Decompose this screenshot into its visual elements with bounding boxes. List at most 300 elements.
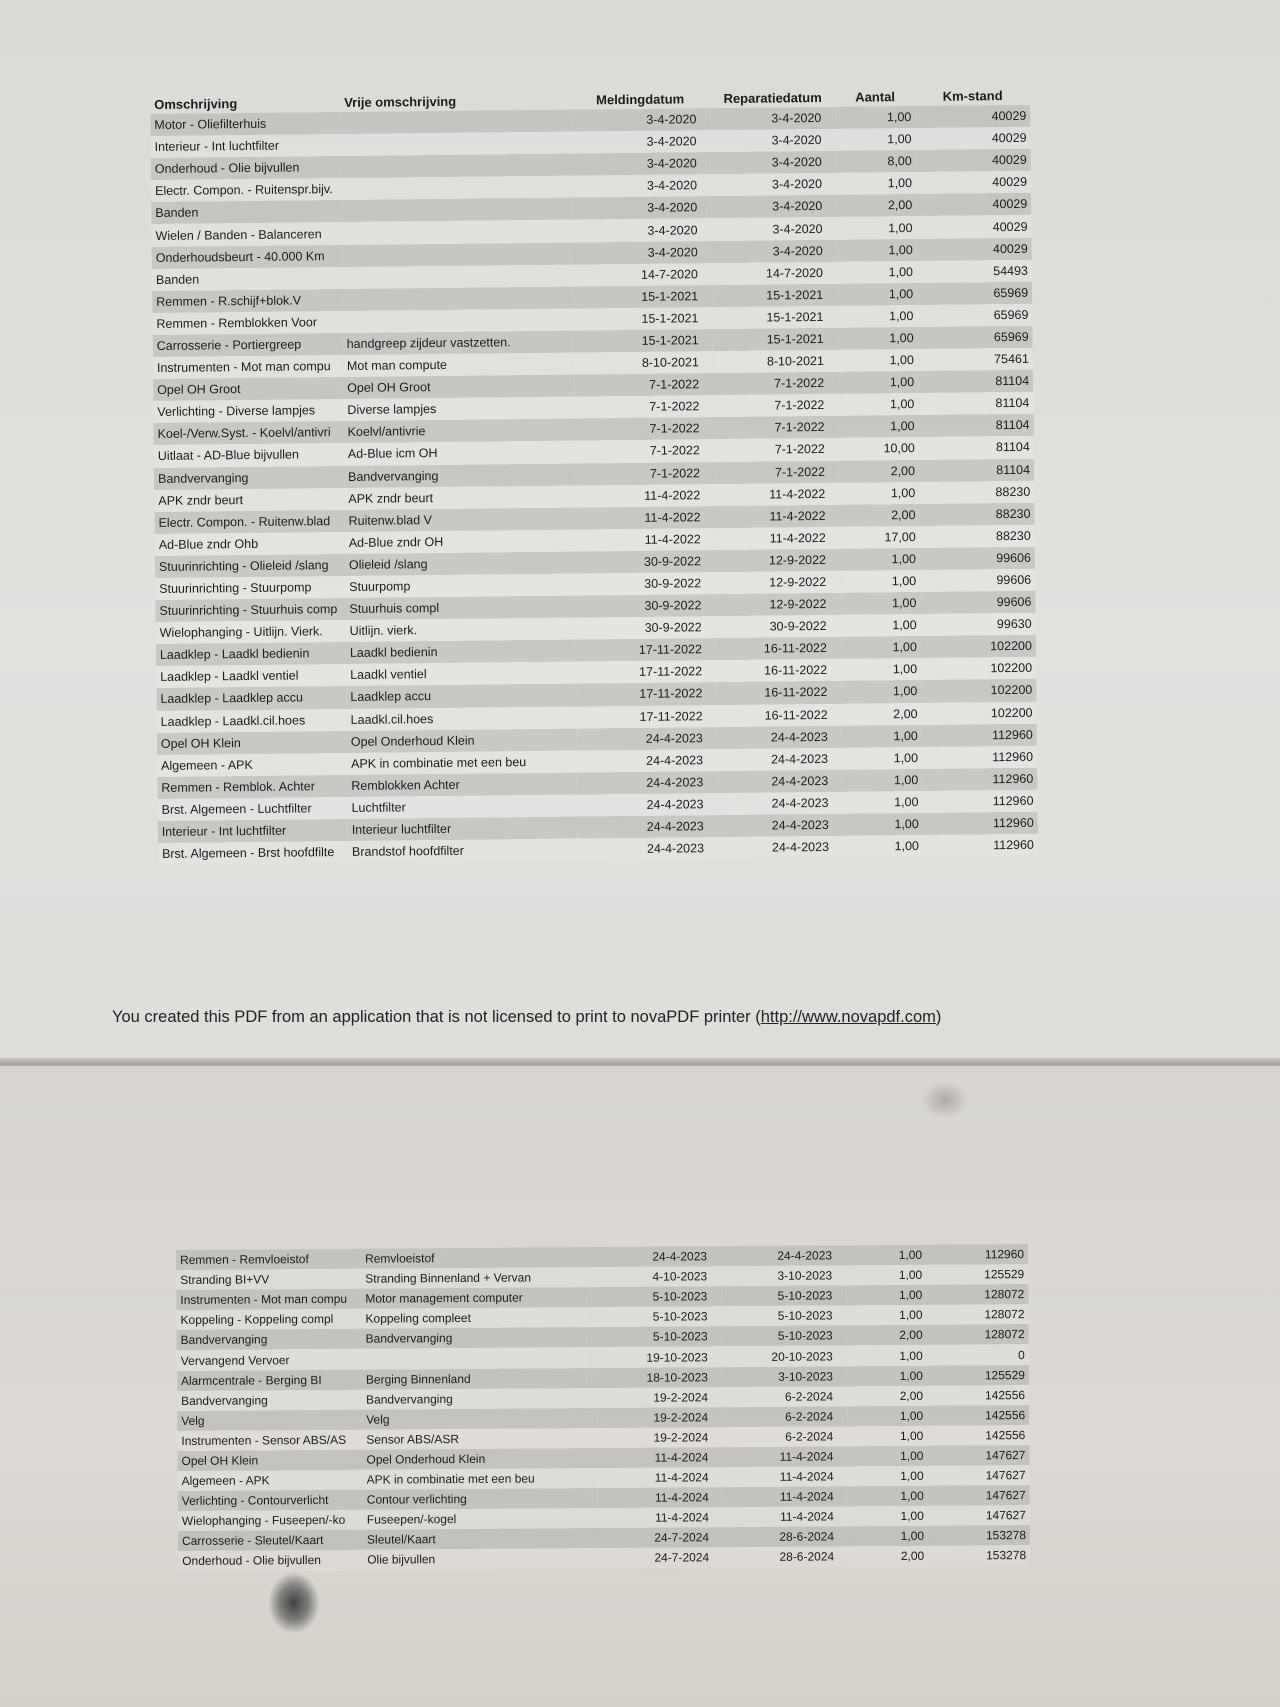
cell-reparatiedatum: 7-1-2022: [714, 460, 839, 483]
cell-omschrijving: Koppeling - Koppeling compl: [176, 1309, 361, 1330]
cell-meldingdatum: 11-4-2024: [593, 1507, 723, 1528]
cell-reparatiedatum: 6-2-2024: [722, 1406, 847, 1427]
cell-reparatiedatum: 6-2-2024: [722, 1426, 847, 1447]
cell-km-stand: 153278: [928, 1545, 1030, 1566]
cell-vrije-omschrijving: Mot man compute: [343, 353, 573, 378]
cell-km-stand: 102200: [921, 635, 1036, 658]
cell-vrije-omschrijving: [342, 242, 572, 267]
cell-vrije-omschrijving: Laadklep accu: [346, 684, 576, 709]
cell-km-stand: 128072: [927, 1324, 1029, 1345]
cell-vrije-omschrijving: Motor management computer: [361, 1287, 591, 1309]
cell-vrije-omschrijving: [341, 176, 571, 201]
cell-aantal: 1,00: [846, 1265, 926, 1286]
cell-vrije-omschrijving: Bandvervanging: [362, 1327, 592, 1349]
cell-km-stand: 142556: [927, 1405, 1029, 1426]
cell-aantal: 1,00: [847, 1365, 927, 1386]
cell-aantal: 1,00: [838, 349, 918, 372]
cell-aantal: 1,00: [837, 305, 917, 328]
cell-omschrijving: Opel OH Klein: [157, 731, 347, 755]
cell-aantal: 1,00: [841, 636, 921, 659]
cell-reparatiedatum: 6-2-2024: [722, 1386, 847, 1407]
cell-reparatiedatum: 11-4-2024: [723, 1466, 848, 1487]
cell-vrije-omschrijving: [342, 264, 572, 289]
cell-omschrijving: Remmen - Remvloeistof: [176, 1249, 361, 1270]
cell-meldingdatum: 5-10-2023: [591, 1286, 721, 1307]
cell-reparatiedatum: 3-10-2023: [721, 1265, 846, 1286]
cell-omschrijving: Interieur - Int luchtfilter: [151, 134, 341, 158]
cell-reparatiedatum: 11-4-2024: [723, 1486, 848, 1507]
cell-meldingdatum: 24-7-2024: [593, 1548, 723, 1569]
cell-omschrijving: Laadklep - Laadkl bedienin: [156, 642, 346, 666]
cell-meldingdatum: 19-2-2024: [592, 1407, 722, 1428]
cell-km-stand: 128072: [926, 1304, 1028, 1325]
cell-vrije-omschrijving: Opel Onderhoud Klein: [362, 1448, 592, 1470]
cell-omschrijving: Electr. Compon. - Ruitenspr.bijv.: [151, 178, 341, 202]
cell-vrije-omschrijving: Brandstof hoofdfilter: [348, 839, 578, 864]
cell-reparatiedatum: 28-6-2024: [723, 1547, 848, 1568]
cell-vrije-omschrijving: Luchtfilter: [347, 794, 577, 819]
cell-aantal: 1,00: [848, 1466, 928, 1487]
cell-meldingdatum: 4-10-2023: [591, 1266, 721, 1287]
cell-reparatiedatum: 11-4-2024: [723, 1507, 848, 1528]
cell-meldingdatum: 7-1-2022: [574, 440, 714, 464]
cell-reparatiedatum: 24-4-2023: [718, 814, 843, 837]
cell-omschrijving: Bandvervanging: [177, 1329, 362, 1350]
cell-omschrijving: Brst. Algemeen - Luchtfilter: [157, 797, 347, 821]
cell-meldingdatum: 7-1-2022: [573, 417, 713, 441]
cell-omschrijving: Remmen - Remblok. Achter: [157, 775, 347, 799]
cell-km-stand: 40029: [916, 171, 1031, 194]
cell-reparatiedatum: 15-1-2021: [712, 284, 837, 307]
cell-vrije-omschrijving: [342, 286, 572, 311]
cell-km-stand: 40029: [916, 193, 1031, 216]
cell-aantal: 1,00: [847, 1406, 927, 1427]
cell-vrije-omschrijving: Stranding Binnenland + Vervan: [361, 1267, 591, 1289]
cell-km-stand: 40029: [917, 237, 1032, 260]
cell-vrije-omschrijving: Koelvl/antivrie: [344, 419, 574, 444]
cell-km-stand: 75461: [918, 348, 1033, 371]
cell-aantal: 10,00: [839, 437, 919, 460]
cell-aantal: 1,00: [846, 1285, 926, 1306]
cell-reparatiedatum: 3-10-2023: [722, 1366, 847, 1387]
cell-reparatiedatum: 11-4-2022: [714, 504, 839, 527]
cell-omschrijving: Brst. Algemeen - Brst hoofdfilte: [158, 841, 348, 865]
cell-km-stand: 112960: [923, 834, 1038, 857]
cell-aantal: 1,00: [843, 813, 923, 836]
cell-vrije-omschrijving: Olie bijvullen: [363, 1549, 593, 1571]
cell-aantal: 1,00: [837, 239, 917, 262]
cell-reparatiedatum: 16-11-2022: [716, 703, 841, 726]
cell-aantal: 1,00: [840, 592, 920, 615]
cell-meldingdatum: 3-4-2020: [570, 108, 710, 132]
cell-reparatiedatum: 3-4-2020: [711, 173, 836, 196]
cell-vrije-omschrijving: Stuurhuis compl: [345, 596, 575, 621]
header-aantal: Aantal: [855, 89, 896, 105]
cell-omschrijving: Onderhoudsbeurt - 40.000 Km: [152, 245, 342, 269]
cell-km-stand: 102200: [921, 679, 1036, 702]
cell-vrije-omschrijving: Opel Onderhoud Klein: [347, 728, 577, 753]
cell-vrije-omschrijving: Contour verlichting: [363, 1488, 593, 1510]
cell-omschrijving: Motor - Oliefilterhuis: [150, 112, 340, 136]
cell-aantal: 1,00: [838, 393, 918, 416]
cell-km-stand: 88230: [919, 502, 1034, 525]
cell-reparatiedatum: 5-10-2023: [722, 1326, 847, 1347]
header-reparatiedatum: Reparatiedatum: [723, 89, 822, 106]
cell-aantal: 2,00: [836, 194, 916, 217]
cell-vrije-omschrijving: Ad-Blue zndr OH: [345, 529, 575, 554]
cell-meldingdatum: 3-4-2020: [571, 152, 711, 176]
cell-vrije-omschrijving: Interieur luchtfilter: [348, 817, 578, 842]
cell-meldingdatum: 3-4-2020: [571, 174, 711, 198]
notice-close: ): [935, 1008, 942, 1026]
cell-vrije-omschrijving: Velg: [362, 1408, 592, 1430]
cell-meldingdatum: 24-4-2023: [578, 837, 718, 861]
cell-meldingdatum: 15-1-2021: [573, 329, 713, 353]
cell-vrije-omschrijving: Sleutel/Kaart: [363, 1528, 593, 1550]
cell-meldingdatum: 19-2-2024: [592, 1427, 722, 1448]
cell-km-stand: 81104: [918, 414, 1033, 437]
cell-vrije-omschrijving: Laadkl ventiel: [346, 662, 576, 687]
cell-km-stand: 142556: [927, 1425, 1029, 1446]
cell-reparatiedatum: 7-1-2022: [713, 394, 838, 417]
cell-omschrijving: Algemeen - APK: [178, 1470, 363, 1491]
cell-omschrijving: Laadklep - Laadklep accu: [156, 686, 346, 710]
cell-aantal: 1,00: [837, 283, 917, 306]
cell-aantal: 2,00: [847, 1385, 927, 1406]
cell-meldingdatum: 24-4-2023: [577, 793, 717, 817]
cell-omschrijving: Uitlaat - AD-Blue bijvullen: [154, 443, 344, 467]
cell-omschrijving: Wielen / Banden - Balanceren: [151, 222, 341, 246]
cell-meldingdatum: 18-10-2023: [592, 1367, 722, 1388]
cell-km-stand: 65969: [918, 326, 1033, 349]
cell-reparatiedatum: 11-4-2022: [714, 482, 839, 505]
cell-omschrijving: Instrumenten - Mot man compu: [176, 1289, 361, 1310]
cell-omschrijving: Vervangend Vervoer: [177, 1349, 362, 1370]
cell-aantal: 1,00: [847, 1446, 927, 1467]
cell-omschrijving: Bandvervanging: [154, 465, 344, 489]
cell-reparatiedatum: 3-4-2020: [711, 151, 836, 174]
cell-reparatiedatum: 24-4-2023: [717, 748, 842, 771]
cell-meldingdatum: 11-4-2022: [574, 484, 714, 508]
cell-meldingdatum: 7-1-2022: [573, 373, 713, 397]
cell-reparatiedatum: 11-4-2024: [722, 1446, 847, 1467]
cell-reparatiedatum: 24-4-2023: [717, 770, 842, 793]
cell-meldingdatum: 30-9-2022: [575, 550, 715, 574]
cell-reparatiedatum: 3-4-2020: [710, 129, 835, 152]
cell-reparatiedatum: 12-9-2022: [715, 593, 840, 616]
cell-aantal: 1,00: [838, 371, 918, 394]
header-km-stand: Km-stand: [942, 88, 1003, 104]
cell-meldingdatum: 11-4-2024: [592, 1447, 722, 1468]
cell-omschrijving: Opel OH Groot: [153, 377, 343, 401]
cell-vrije-omschrijving: Ruitenw.blad V: [344, 507, 574, 532]
cell-reparatiedatum: 28-6-2024: [723, 1527, 848, 1548]
cell-km-stand: 40029: [916, 149, 1031, 172]
cell-omschrijving: Stuurinrichting - Stuurpomp: [155, 576, 345, 600]
cell-meldingdatum: 24-4-2023: [591, 1246, 721, 1267]
cell-omschrijving: Stuurinrichting - Stuurhuis comp: [155, 598, 345, 622]
cell-vrije-omschrijving: Sensor ABS/ASR: [362, 1428, 592, 1450]
cell-vrije-omschrijving: Diverse lampjes: [343, 397, 573, 422]
cell-aantal: 1,00: [842, 747, 922, 770]
cell-vrije-omschrijving: [340, 132, 570, 157]
cell-meldingdatum: 5-10-2023: [591, 1306, 721, 1327]
ink-smudge: [268, 1572, 320, 1634]
cell-omschrijving: APK zndr beurt: [154, 488, 344, 512]
cell-aantal: 1,00: [847, 1426, 927, 1447]
cell-km-stand: 112960: [922, 723, 1037, 746]
cell-km-stand: 112960: [922, 768, 1037, 791]
cell-omschrijving: Banden: [151, 200, 341, 224]
cell-aantal: 1,00: [842, 725, 922, 748]
cell-aantal: 1,00: [837, 261, 917, 284]
cell-meldingdatum: 30-9-2022: [576, 616, 716, 640]
cell-meldingdatum: 19-10-2023: [592, 1347, 722, 1368]
cell-omschrijving: Bandvervanging: [177, 1389, 362, 1410]
cell-reparatiedatum: 30-9-2022: [716, 615, 841, 638]
cell-km-stand: 54493: [917, 259, 1032, 282]
cell-aantal: 1,00: [848, 1526, 928, 1547]
cell-reparatiedatum: 16-11-2022: [716, 659, 841, 682]
cell-meldingdatum: 30-9-2022: [575, 572, 715, 596]
cell-vrije-omschrijving: APK in combinatie met een beu: [347, 750, 577, 775]
cell-vrije-omschrijving: [341, 154, 571, 179]
cell-omschrijving: Velg: [177, 1409, 362, 1430]
cell-km-stand: 40029: [916, 215, 1031, 238]
cell-reparatiedatum: 5-10-2023: [721, 1286, 846, 1307]
cell-vrije-omschrijving: Fuseepen/-kogel: [363, 1508, 593, 1530]
cell-meldingdatum: 3-4-2020: [571, 219, 711, 243]
cell-reparatiedatum: 16-11-2022: [716, 637, 841, 660]
header-omschrijving: Omschrijving: [154, 96, 238, 112]
cell-aantal: 1,00: [841, 658, 921, 681]
cell-omschrijving: Onderhoud - Olie bijvullen: [178, 1550, 363, 1571]
cell-km-stand: 153278: [928, 1525, 1030, 1546]
cell-omschrijving: Laadklep - Laadkl ventiel: [156, 664, 346, 688]
cell-reparatiedatum: 3-4-2020: [711, 217, 836, 240]
cell-omschrijving: Stranding BI+VV: [176, 1269, 361, 1290]
cell-aantal: 1,00: [843, 835, 923, 858]
cell-meldingdatum: 11-4-2022: [575, 528, 715, 552]
cell-km-stand: 99630: [921, 613, 1036, 636]
cell-km-stand: 81104: [919, 436, 1034, 459]
cell-aantal: 2,00: [848, 1546, 928, 1567]
cell-vrije-omschrijving: handgreep zijdeur vastzetten.: [343, 331, 573, 356]
cell-omschrijving: Banden: [152, 267, 342, 291]
cell-reparatiedatum: 5-10-2023: [721, 1306, 846, 1327]
cell-reparatiedatum: 24-4-2023: [717, 792, 842, 815]
cell-omschrijving: Wielophanging - Uitlijn. Vierk.: [156, 620, 346, 644]
cell-vrije-omschrijving: Stuurpomp: [345, 574, 575, 599]
cell-km-stand: 65969: [917, 304, 1032, 327]
cell-vrije-omschrijving: [341, 198, 571, 223]
cell-km-stand: 99606: [920, 569, 1035, 592]
cell-omschrijving: Ad-Blue zndr Ohb: [155, 532, 345, 556]
cell-km-stand: 102200: [921, 657, 1036, 680]
cell-aantal: 1,00: [841, 614, 921, 637]
cell-omschrijving: Remmen - Remblokken Voor: [152, 311, 342, 335]
cell-km-stand: 88230: [920, 525, 1035, 548]
cell-km-stand: 81104: [919, 458, 1034, 481]
cell-aantal: 1,00: [847, 1345, 927, 1366]
cell-aantal: 1,00: [840, 548, 920, 571]
cell-omschrijving: Alarmcentrale - Berging BI: [177, 1369, 362, 1390]
cell-reparatiedatum: 14-7-2020: [712, 261, 837, 284]
cell-aantal: 17,00: [840, 526, 920, 549]
cell-km-stand: 99606: [920, 591, 1035, 614]
cell-vrije-omschrijving: [362, 1348, 592, 1370]
cell-km-stand: 81104: [918, 370, 1033, 393]
cell-reparatiedatum: 12-9-2022: [715, 571, 840, 594]
cell-km-stand: 81104: [918, 392, 1033, 415]
cell-meldingdatum: 24-7-2024: [593, 1528, 723, 1549]
cell-km-stand: 40029: [915, 127, 1030, 150]
cell-meldingdatum: 24-4-2023: [577, 771, 717, 795]
cell-reparatiedatum: 15-1-2021: [713, 328, 838, 351]
cell-reparatiedatum: 24-4-2023: [718, 836, 843, 859]
cell-aantal: 1,00: [836, 172, 916, 195]
cell-reparatiedatum: 11-4-2022: [715, 527, 840, 550]
cell-omschrijving: Onderhoud - Olie bijvullen: [151, 156, 341, 180]
cell-meldingdatum: 30-9-2022: [575, 594, 715, 618]
cell-aantal: 1,00: [842, 791, 922, 814]
cell-vrije-omschrijving: Opel OH Groot: [343, 375, 573, 400]
cell-meldingdatum: 14-7-2020: [572, 263, 712, 287]
cell-meldingdatum: 3-4-2020: [570, 130, 710, 154]
cell-km-stand: 142556: [927, 1385, 1029, 1406]
cell-km-stand: 128072: [926, 1284, 1028, 1305]
cell-aantal: 1,00: [839, 482, 919, 505]
cell-meldingdatum: 24-4-2023: [578, 815, 718, 839]
cell-aantal: 1,00: [838, 327, 918, 350]
cell-km-stand: 147627: [928, 1505, 1030, 1526]
cell-meldingdatum: 17-11-2022: [576, 705, 716, 729]
novapdf-link[interactable]: http://www.novapdf.com: [760, 1008, 936, 1026]
cell-omschrijving: Verlichting - Diverse lampjes: [153, 399, 343, 423]
cell-meldingdatum: 11-4-2024: [593, 1487, 723, 1508]
cell-aantal: 1,00: [846, 1305, 926, 1326]
cell-omschrijving: Laadklep - Laadkl.cil.hoes: [157, 709, 347, 733]
cell-km-stand: 0: [927, 1345, 1029, 1366]
cell-meldingdatum: 17-11-2022: [576, 683, 716, 707]
cell-meldingdatum: 24-4-2023: [577, 727, 717, 751]
cell-meldingdatum: 7-1-2022: [574, 462, 714, 486]
cell-km-stand: 147627: [927, 1445, 1029, 1466]
cell-vrije-omschrijving: Remblokken Achter: [347, 772, 577, 797]
cell-omschrijving: Interieur - Int luchtfilter: [158, 819, 348, 843]
cell-reparatiedatum: 3-4-2020: [712, 239, 837, 262]
cell-km-stand: 125529: [927, 1365, 1029, 1386]
cell-omschrijving: Carrosserie - Portiergreep: [153, 333, 343, 357]
cell-reparatiedatum: 15-1-2021: [712, 306, 837, 329]
cell-aantal: 1,00: [848, 1486, 928, 1507]
cell-aantal: 1,00: [846, 1245, 926, 1266]
novapdf-license-notice: [112, 1008, 941, 1027]
cell-aantal: 1,00: [841, 680, 921, 703]
cell-vrije-omschrijving: Bandvervanging: [362, 1388, 592, 1410]
cell-aantal: 1,00: [835, 106, 915, 129]
cell-vrije-omschrijving: Laadkl.cil.hoes: [347, 706, 577, 731]
header-vrije-omschrijving: Vrije omschrijving: [344, 93, 457, 110]
cell-reparatiedatum: 3-4-2020: [711, 195, 836, 218]
cell-vrije-omschrijving: Uitlijn. vierk.: [346, 618, 576, 643]
header-meldingdatum: Meldingdatum: [596, 91, 685, 108]
cell-vrije-omschrijving: [341, 220, 571, 245]
cell-omschrijving: Algemeen - APK: [157, 753, 347, 777]
cell-meldingdatum: 11-4-2024: [593, 1467, 723, 1488]
cell-vrije-omschrijving: Remvloeistof: [361, 1247, 591, 1269]
cell-vrije-omschrijving: Ad-Blue icm OH: [344, 441, 574, 466]
cell-reparatiedatum: 7-1-2022: [713, 372, 838, 395]
cell-km-stand: 99606: [920, 547, 1035, 570]
cell-vrije-omschrijving: [342, 308, 572, 333]
cell-aantal: 2,00: [847, 1325, 927, 1346]
cell-aantal: 1,00: [838, 415, 918, 438]
cell-vrije-omschrijving: Bandvervanging: [344, 463, 574, 488]
cell-aantal: 8,00: [836, 150, 916, 173]
cell-km-stand: 125529: [926, 1264, 1028, 1285]
cell-meldingdatum: 17-11-2022: [576, 638, 716, 662]
cell-vrije-omschrijving: Berging Binnenland: [362, 1368, 592, 1390]
cell-km-stand: 102200: [921, 701, 1036, 724]
cell-km-stand: 112960: [922, 790, 1037, 813]
notice-text: You created this PDF from an application that is not licensed to print to novaPDF printer (: [112, 1008, 761, 1026]
cell-reparatiedatum: 24-4-2023: [721, 1245, 846, 1266]
cell-aantal: 1,00: [835, 128, 915, 151]
cell-meldingdatum: 7-1-2022: [573, 395, 713, 419]
cell-vrije-omschrijving: APK zndr beurt: [344, 485, 574, 510]
cell-meldingdatum: 8-10-2021: [573, 351, 713, 375]
cell-omschrijving: Verlichting - Contourverlicht: [178, 1490, 363, 1511]
cell-meldingdatum: 17-11-2022: [576, 660, 716, 684]
cell-omschrijving: Koel-/Verw.Syst. - Koelvl/antivri: [154, 421, 344, 445]
cell-vrije-omschrijving: Olieleid /slang: [345, 551, 575, 576]
cell-omschrijving: Instrumenten - Mot man compu: [153, 355, 343, 379]
cell-meldingdatum: 15-1-2021: [572, 285, 712, 309]
cell-aantal: 1,00: [842, 769, 922, 792]
cell-reparatiedatum: 7-1-2022: [713, 416, 838, 439]
cell-meldingdatum: 5-10-2023: [592, 1327, 722, 1348]
cell-omschrijving: Instrumenten - Sensor ABS/AS: [177, 1430, 362, 1451]
maintenance-table-page-1: [150, 79, 1038, 865]
cell-reparatiedatum: 3-4-2020: [710, 107, 835, 130]
cell-km-stand: 112960: [923, 812, 1038, 835]
cell-reparatiedatum: 20-10-2023: [722, 1346, 847, 1367]
cell-km-stand: 40029: [915, 105, 1030, 128]
cell-meldingdatum: 24-4-2023: [577, 749, 717, 773]
cell-vrije-omschrijving: Laadkl bedienin: [346, 640, 576, 665]
cell-omschrijving: Wielophanging - Fuseepen/-ko: [178, 1510, 363, 1531]
cell-reparatiedatum: 24-4-2023: [717, 725, 842, 748]
cell-km-stand: 88230: [919, 480, 1034, 503]
cell-aantal: 2,00: [841, 702, 921, 725]
cell-km-stand: 112960: [922, 745, 1037, 768]
cell-aantal: 2,00: [839, 504, 919, 527]
cell-vrije-omschrijving: Koppeling compleet: [361, 1307, 591, 1329]
cell-meldingdatum: 3-4-2020: [572, 241, 712, 265]
cell-km-stand: 147627: [928, 1465, 1030, 1486]
cell-vrije-omschrijving: [340, 110, 570, 135]
cell-km-stand: 147627: [928, 1485, 1030, 1506]
cell-aantal: 1,00: [836, 216, 916, 239]
cell-aantal: 1,00: [840, 570, 920, 593]
cell-meldingdatum: 15-1-2021: [572, 307, 712, 331]
cell-vrije-omschrijving: APK in combinatie met een beu: [363, 1468, 593, 1490]
cell-reparatiedatum: 12-9-2022: [715, 549, 840, 572]
paper-speck: [920, 1080, 970, 1120]
cell-omschrijving: Opel OH Klein: [177, 1450, 362, 1471]
maintenance-table-page-2: [176, 1244, 1030, 1571]
